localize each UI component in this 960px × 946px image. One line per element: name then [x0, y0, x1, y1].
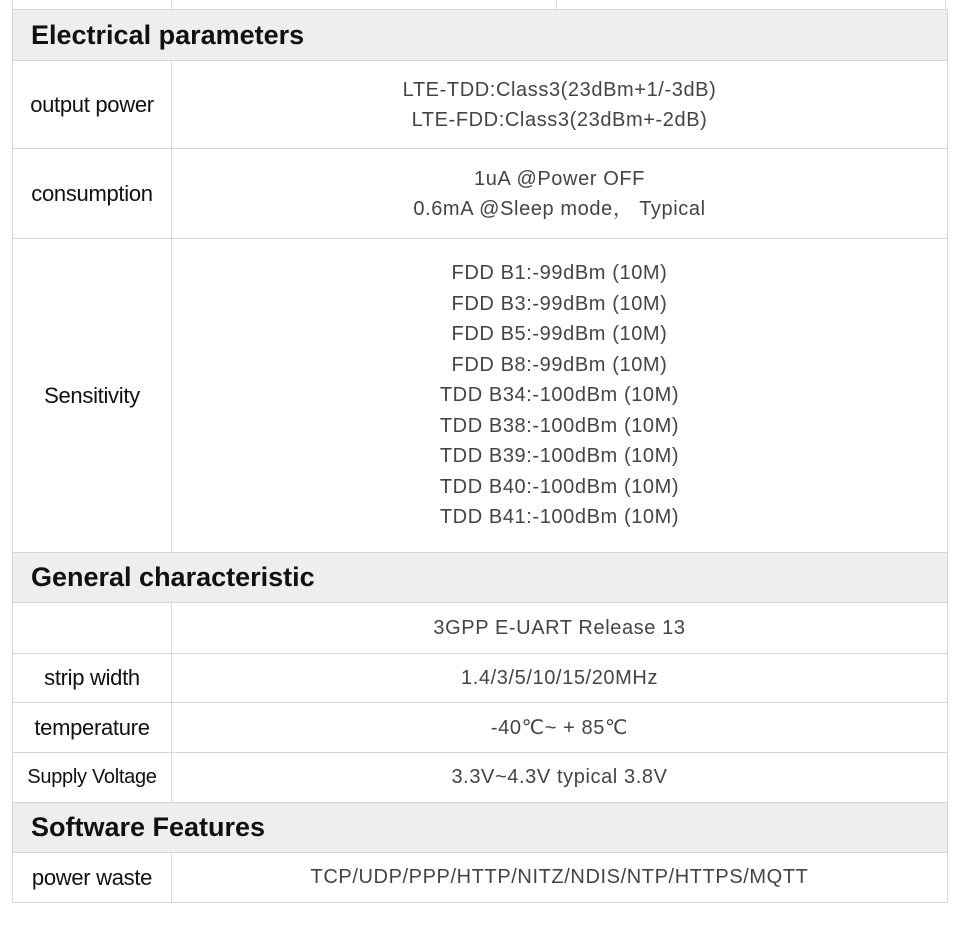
section-title: Software Features [13, 803, 948, 853]
row-value-consumption [172, 149, 948, 239]
table-row [13, 149, 948, 239]
table-row [13, 239, 948, 553]
value-line: 0.6mA @Sleep mode， Typical [413, 197, 706, 220]
value-line: TDD B39:-100dBm (10M) [439, 445, 680, 468]
table-row [13, 703, 948, 753]
row-label-output-power: output power [13, 61, 172, 149]
table-row [13, 853, 948, 903]
value-line: FDD B5:-99dBm (10M) [451, 323, 668, 346]
section-header-software [13, 803, 948, 853]
value-line: TDD B40:-100dBm (10M) [439, 475, 680, 498]
value-line: LTE-TDD:Class3(23dBm+1/-3dB) [402, 78, 717, 101]
row-value-supply-voltage: 3.3V~4.3V typical 3.8V [172, 753, 948, 803]
row-value-power-waste: TCP/UDP/PPP/HTTP/NITZ/NDIS/NTP/HTTPS/MQTT [172, 853, 948, 903]
table-row [13, 654, 948, 703]
value-line: TDD B34:-100dBm (10M) [439, 384, 680, 407]
value-line: FDD B1:-99dBm (10M) [451, 262, 668, 285]
row-value-strip-width: 1.4/3/5/10/15/20MHz [172, 654, 948, 703]
row-label-sensitivity: Sensitivity [13, 239, 172, 553]
value-line: FDD B3:-99dBm (10M) [451, 292, 668, 315]
row-value-output-power [172, 61, 948, 149]
row-label-strip-width: strip width [13, 654, 172, 703]
table-row [13, 603, 948, 654]
row-label-supply-voltage: Supply Voltage [13, 753, 172, 803]
section-header-electrical [13, 10, 948, 61]
value-line: 1uA @Power OFF [474, 167, 645, 190]
row-value-release: 3GPP E-UART Release 13 [172, 603, 948, 654]
row-value-temperature: -40℃~ + 85℃ [172, 703, 948, 753]
spec-table [12, 9, 948, 903]
row-label-temperature: temperature [13, 703, 172, 753]
section-title: Electrical parameters [13, 10, 948, 61]
row-label-consumption: consumption [13, 149, 172, 239]
section-title: General characteristic [13, 553, 948, 603]
value-line: LTE-FDD:Class3(23dBm+-2dB) [411, 108, 708, 131]
section-header-general [13, 553, 948, 603]
value-line: FDD B8:-99dBm (10M) [451, 353, 668, 376]
table-row [13, 61, 948, 149]
row-label-power-waste: power waste [13, 853, 172, 903]
table-row [13, 753, 948, 803]
value-line: TDD B41:-100dBm (10M) [439, 506, 680, 529]
row-label-release [13, 603, 172, 654]
row-value-sensitivity [172, 239, 948, 553]
value-line: TDD B38:-100dBm (10M) [439, 414, 680, 437]
